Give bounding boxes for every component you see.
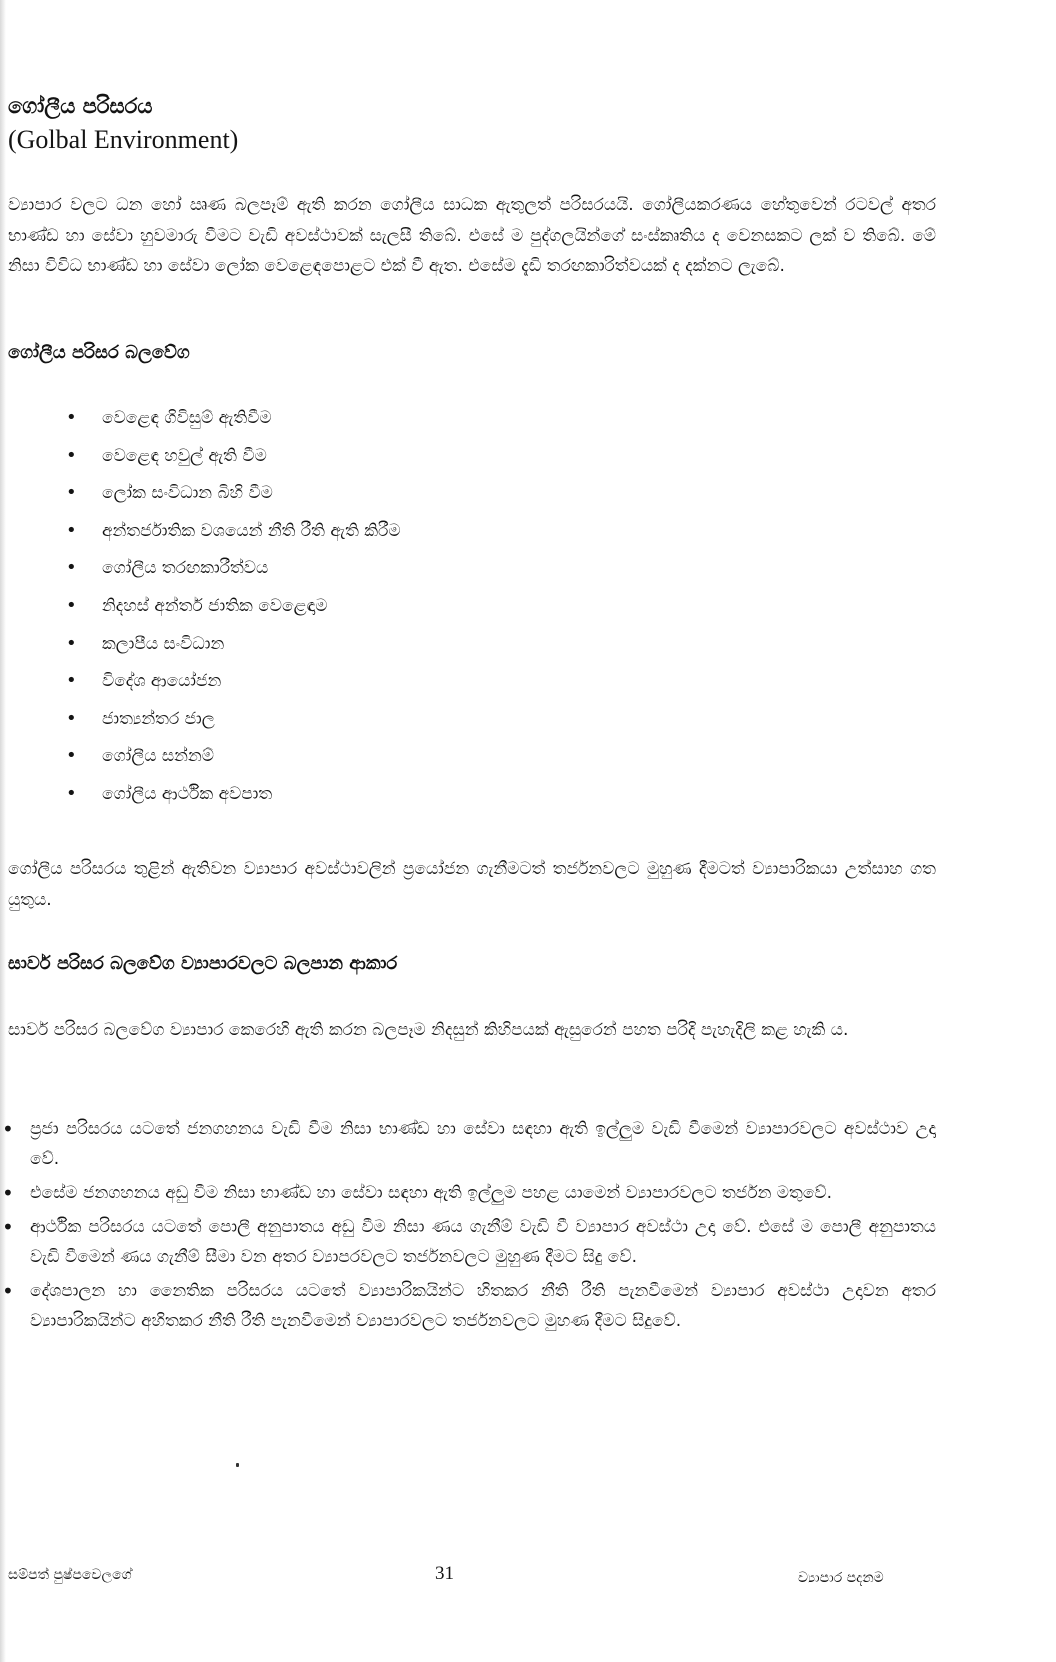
- list-item: • වෙළෙඳ ගිවිසුම් ඇතිවීම: [62, 404, 401, 442]
- list-item: • ගෝලීය සන්නම්: [62, 742, 401, 780]
- impact-heading: සාර්ව පරිසර බලවේග ව්‍යාපාරවලට බලපාන ආකාර: [8, 953, 398, 974]
- intro-paragraph: ව්‍යාපාර වලට ධන හෝ ඍණ බලපෑම් ඇති කරන ගෝලීය සාධක ඇතුලත් පරිසරයයි. ගෝලීයකරණය හේතුවෙන් රටවල් අතර භාණ්ඩ හා සේවා හුවමාරු වීමට වැඩි අවස්ථාවක් සැලසී තිබේ. එසේ ම පුද්ගලයින්ගේ සංස්කෘතිය ද වෙනසකට ලක් ව තිබේ. මේ නිසා විවිධ භාණ්ඩ හා සේවා ලෝක වෙළෙඳපොළට එක් වී ඇත. එසේම දැඩි තරඟකාරිත්වයක් ද දක්නට ලැබේ.: [8, 195, 936, 276]
- impacts-list: [0, 1114, 936, 1340]
- list-item: • කලාපීය සංවිධාන: [62, 630, 401, 668]
- list-item: • ලෝක සංවිධාන බිහි වීම: [62, 479, 401, 517]
- list-item: • අන්තර්ජාතික වශයෙන් නීති රීති ඇති කිරීම: [62, 517, 401, 555]
- page-title: ගෝලීය පරිසරය: [8, 94, 153, 118]
- list-item: • විදේශ ආයෝජන: [62, 667, 401, 705]
- list-item: • ප්‍රජා පරිසරය යටතේ ජනගහනය වැඩි වීම නිසා භාණ්ඩ හා සේවා සඳහා ඇති ඉල්ලුම වැඩි වීමෙන් ව්‍යාපාරවලට අවස්ථාව උදා වේ.: [0, 1114, 936, 1174]
- footer-subject: ව්‍යාපාර පදනම: [798, 1570, 884, 1586]
- list-item: • ජාත්‍යන්තර ජාල: [62, 705, 401, 743]
- footer-author: සම්පත් පුෂ්පවෙලගේ: [8, 1567, 132, 1583]
- page-subtitle: (Golbal Environment): [8, 125, 239, 154]
- list-item: • ආර්ථික පරිසරය යටතේ පොලී අනුපාතය අඩු වීම නිසා ණය ගැනීම් වැඩි වී ව්‍යාපාර අවස්ථා උදා වේ. එසේ ම පොලී අනුපාතය වැඩි වීමෙන් ණය ගැනීම් සීමා වන අතර ව්‍යාපරවලට තර්ජනවලට මුහුණ දීමට සිදු වේ.: [0, 1212, 936, 1272]
- impact-intro: සාර්ව පරිසර බලවේග ව්‍යාපාර කෙරෙහි ඇති කරන බලපෑම නිදසුන් කිහිපයක් ඇසුරෙන් පහත පරිදි පැහැදිලි කළ හැකි ය.: [8, 1020, 849, 1040]
- scan-edge-shadow: [0, 0, 6, 1662]
- forces-conclusion: ගෝලීය පරිසරය තුළින් ඇතිවන ව්‍යාපාර අවස්ථාවලින් ප්‍රයෝජන ගැනීමටත් තර්ජනවලට මුහුණ දීමටත් ව්‍යාපාරිකයා උත්සාහ ගත යුතුය.: [8, 859, 936, 910]
- list-item: • නිදහස් අන්තර් ජාතික වෙළෙඳාම: [62, 592, 401, 630]
- forces-list: [62, 404, 401, 818]
- page-number: 31: [435, 1563, 454, 1584]
- list-item: • ගෝලීය ආර්ථික අවපාත: [62, 780, 401, 818]
- forces-heading: ගෝලීය පරිසර බලවේග: [8, 342, 190, 363]
- list-item: • දේශපාලන හා නෛතික පරිසරය යටතේ ව්‍යාපාරිකයින්ට හිතකර නීති රීති පැනවීමෙන් ව්‍යාපාර අවස්ථා උදාවන අතර ව්‍යාපාරිකයින්ට අහිතකර නීති රීති පැනවීමෙන් ව්‍යාපාරවලට තර්ජනවලට මුහණ දීමට සිදුවේ.: [0, 1276, 936, 1336]
- list-item: • එසේම ජනගහනය අඩු වීම නිසා භාණ්ඩ හා සේවා සඳහා ඇති ඉල්ලුම පහළ යාමෙන් ව්‍යාපාරවලට තර්ජන මතුවේ.: [0, 1178, 936, 1208]
- scan-speck: [236, 1463, 239, 1467]
- list-item: • ගෝලීය තරඟකාරීත්වය: [62, 554, 401, 592]
- list-item: • වෙළෙඳ හවුල් ඇති වීම: [62, 442, 401, 480]
